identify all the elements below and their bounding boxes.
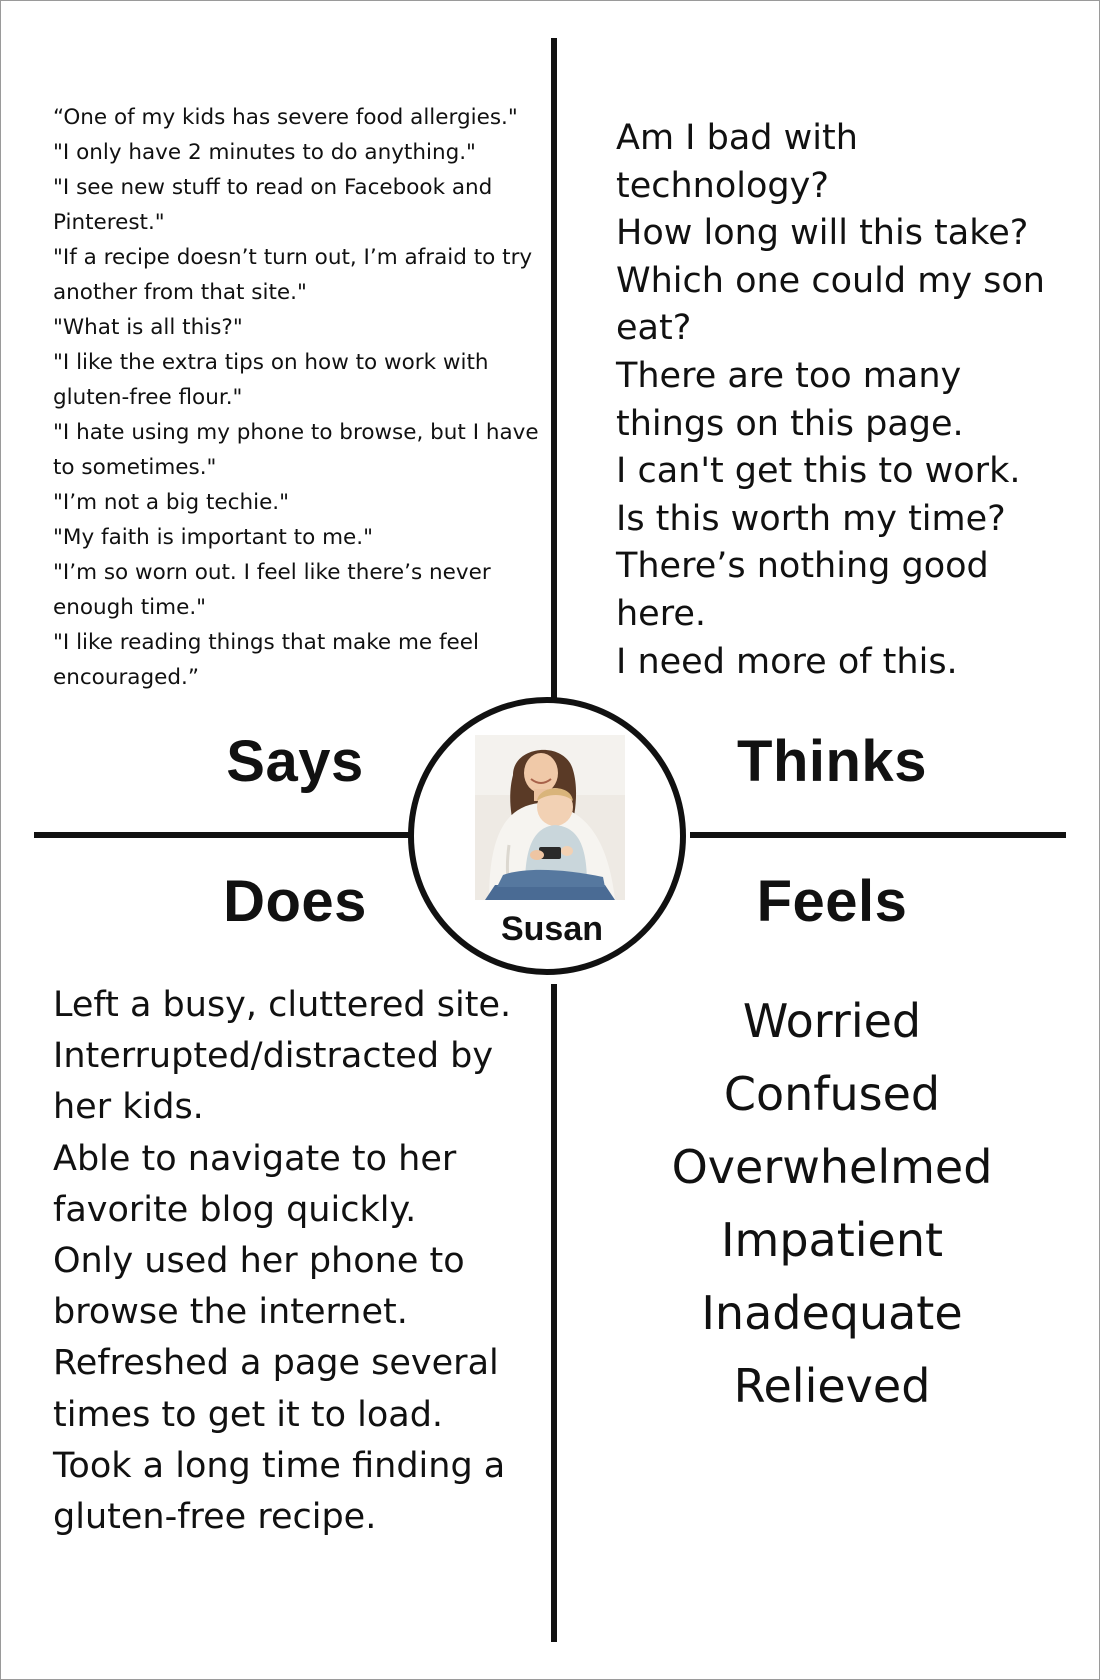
does-item: Took a long time finding a gluten-free recipe. bbox=[53, 1445, 506, 1538]
thinks-item: There are too many things on this page. bbox=[616, 355, 964, 444]
thinks-item: Which one could my son eat? bbox=[616, 260, 1045, 349]
says-item: "If a recipe doesn’t turn out, I’m afraid to try another from that site." bbox=[53, 245, 533, 305]
says-item: "I hate using my phone to browse, but I have to sometimes." bbox=[53, 420, 539, 480]
says-item: "I’m so worn out. I feel like there’s never enough time." bbox=[53, 560, 491, 620]
thinks-item: I need more of this. bbox=[616, 641, 958, 682]
thinks-heading: Thinks bbox=[737, 729, 927, 794]
thinks-item: Is this worth my time? bbox=[616, 498, 1006, 539]
says-item: "What is all this?" bbox=[53, 315, 243, 340]
feels-item: Relieved bbox=[733, 1359, 931, 1413]
feels-item: Confused bbox=[723, 1067, 941, 1121]
feels-item: Inadequate bbox=[701, 1286, 963, 1340]
says-item: "I only have 2 minutes to do anything." bbox=[53, 140, 476, 165]
feels-heading: Feels bbox=[756, 869, 908, 934]
avatar bbox=[475, 735, 625, 900]
does-heading: Does bbox=[223, 869, 367, 934]
says-item: "I’m not a big techie." bbox=[53, 490, 290, 515]
does-item: Refreshed a page several times to get it to load. bbox=[53, 1343, 499, 1435]
says-heading: Says bbox=[226, 729, 364, 794]
persona-name: Susan bbox=[500, 910, 604, 948]
does-item: Able to navigate to her favorite blog quickly. bbox=[53, 1138, 457, 1230]
thinks-item: How long will this take? bbox=[616, 213, 1029, 254]
says-list bbox=[53, 100, 543, 695]
says-item: "I like reading things that make me feel encouraged.” bbox=[53, 630, 479, 690]
says-item: “One of my kids has severe food allergies." bbox=[53, 105, 518, 130]
says-item: "I like the extra tips on how to work with gluten-free flour." bbox=[53, 350, 489, 410]
feels-item: Worried bbox=[742, 994, 922, 1048]
does-item: Interrupted/distracted by her kids. bbox=[53, 1036, 494, 1128]
feels-item: Impatient bbox=[720, 1213, 944, 1267]
says-item: "I see new stuff to read on Facebook and Pinterest." bbox=[53, 175, 493, 235]
vertical-divider-bottom bbox=[551, 984, 557, 1642]
feels-item: Overwhelmed bbox=[671, 1140, 993, 1194]
thinks-item: Am I bad with technology? bbox=[616, 118, 858, 206]
horizontal-divider-right bbox=[690, 832, 1066, 838]
does-item: Only used her phone to browse the internet. bbox=[53, 1241, 465, 1333]
horizontal-divider-left bbox=[34, 832, 410, 838]
feels-list bbox=[632, 985, 1032, 1423]
vertical-divider-top bbox=[551, 38, 557, 698]
does-item: Left a busy, cluttered site. bbox=[53, 985, 512, 1025]
says-item: "My faith is important to me." bbox=[53, 525, 373, 550]
does-list bbox=[53, 980, 543, 1543]
thinks-item: There’s nothing good here. bbox=[616, 546, 989, 634]
thinks-list bbox=[616, 115, 1076, 686]
thinks-item: I can't get this to work. bbox=[616, 451, 1021, 492]
